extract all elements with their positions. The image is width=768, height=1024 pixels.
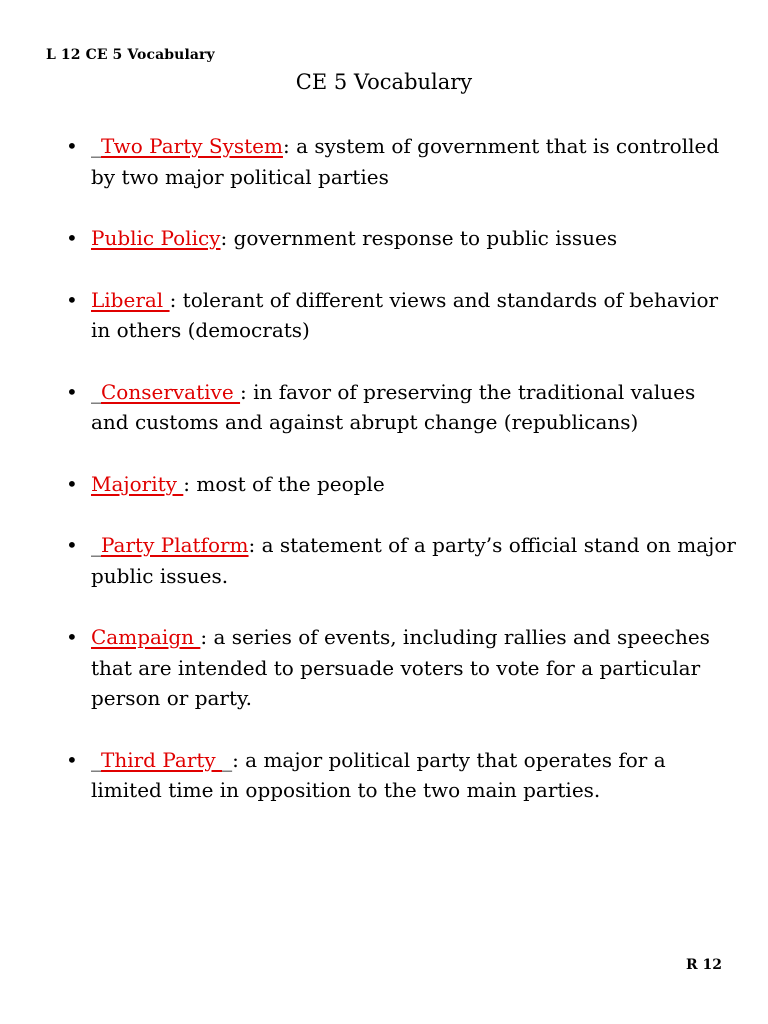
vocab-term: Third Party xyxy=(101,747,223,772)
vocab-item xyxy=(66,530,736,591)
term-suffix: _ xyxy=(222,747,233,772)
bullet-icon: • xyxy=(66,287,78,312)
footer-label: R 12 xyxy=(686,957,722,973)
vocab-definition: : a series of events, including rallies and speeches that are intended to persuade voters to vote for a particular person or party. xyxy=(91,625,710,710)
vocabulary-list xyxy=(66,131,736,837)
document-title: CE 5 Vocabulary xyxy=(295,70,473,94)
vocab-definition: : a statement of a party’s official stand on major public issues. xyxy=(91,533,736,588)
vocab-item xyxy=(66,377,736,438)
term-prefix: _ xyxy=(91,134,101,158)
vocab-term: Two Party System xyxy=(101,134,283,158)
bullet-icon: • xyxy=(66,533,78,557)
bullet-icon: • xyxy=(66,379,78,404)
vocab-term: Campaign xyxy=(91,625,201,649)
vocab-item xyxy=(66,622,736,714)
bullet-icon: • xyxy=(66,747,78,772)
vocab-term: Public Policy xyxy=(91,226,221,250)
vocab-item xyxy=(66,131,736,192)
header-label: L 12 CE 5 Vocabulary xyxy=(46,47,215,63)
vocab-item xyxy=(66,745,736,806)
vocab-term: Liberal xyxy=(91,287,170,312)
vocab-item xyxy=(66,285,736,346)
vocab-definition: : tolerant of different views and standards of behavior in others (democrats) xyxy=(91,287,719,342)
term-prefix: _ xyxy=(91,747,101,772)
vocab-definition: : most of the people xyxy=(183,471,385,496)
vocab-item xyxy=(66,469,736,500)
bullet-icon: • xyxy=(66,226,78,250)
bullet-icon: • xyxy=(66,134,78,158)
vocab-definition: : a major political party that operates for a limited time in opposition to the two main parties. xyxy=(91,747,666,802)
vocab-item xyxy=(66,223,736,254)
vocab-definition: : government response to public issues xyxy=(220,226,618,250)
vocab-term: Conservative xyxy=(101,379,241,404)
bullet-icon: • xyxy=(66,625,78,649)
vocab-definition: : in favor of preserving the traditional values and customs and against abrupt change (republicans) xyxy=(91,379,696,434)
term-prefix: _ xyxy=(91,379,101,404)
vocab-definition: : a system of government that is controlled by two major political parties xyxy=(91,134,720,189)
vocab-term: Majority xyxy=(91,471,184,496)
vocab-term: Party Platform xyxy=(101,533,249,557)
term-prefix: _ xyxy=(91,533,101,557)
bullet-icon: • xyxy=(66,471,78,496)
